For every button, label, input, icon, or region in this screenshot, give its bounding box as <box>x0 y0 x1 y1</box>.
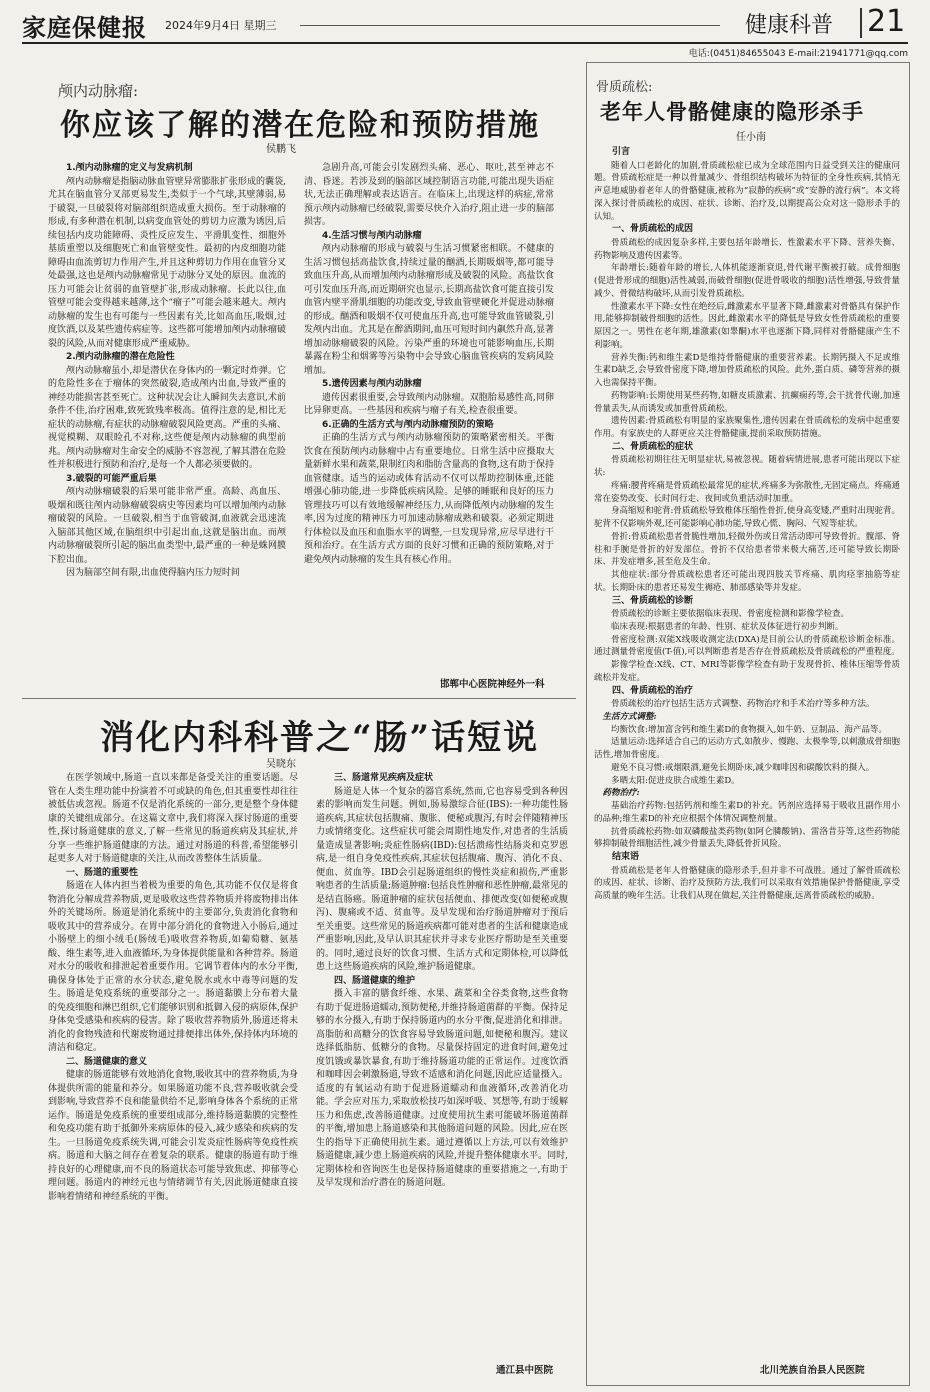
paragraph: 均衡饮食:增加富含钙和维生素D的食物摄入,如牛奶、豆制品、海产品等。 <box>611 724 887 735</box>
article1-signature: 邯郸中心医院神经外一科 <box>440 679 545 690</box>
article1-kicker: 颅内动脉瘤: <box>58 82 139 100</box>
header-line <box>22 42 908 44</box>
newspaper-name: 家庭保健报 <box>22 13 147 42</box>
paragraph: 性激素水平下降:女性在绝经后,雌激素水平显著下降,雌激素对骨骼具有保护作用,能够抑制破骨细胞的活性。因此,雌激素水平的降低是导致女性骨质疏松的重要原因之一。男性在老年期,雄激素(如睾酮)水平也逐渐下降,同样对骨骼健康产生不利影响。 <box>594 301 900 350</box>
section-heading: 2.颅内动脉瘤的潜在危险性 <box>66 352 175 362</box>
section-heading: 6.正确的生活方式与颅内动脉瘤预防的策略 <box>322 419 494 430</box>
paragraph: 因为脑部空间有限,出血使得脑内压力短时间 <box>66 568 240 578</box>
article2-column-2 <box>316 772 568 1360</box>
paragraph: 多晒太阳:促进皮肤合成维生素D。 <box>611 775 740 786</box>
paragraph: 肠道在人体内担当着极为重要的角色,其功能不仅仅是将食物消化分解成营养物质,更是吸收这些营养物质并将废物排出体外的关键场所。肠道是消化系统中的主要部分,负责消化食物和吸收其中的营养成分。在胃中部分消化的食物进入小肠后,通过小肠壁上的细小绒毛(肠绒毛)吸收营养物质,如葡萄糖、氨基酸、维生素等,进入血液循环,为身体提供能量和各种营养。肠道对水分的吸收和排泄起着重要作用。它调节着体内的水分平衡,确保身体处于正常的水分状态,避免脱水或水中毒等问题的发生。肠道是免疫系统的重要部分之一。肠道黏膜上分布着大量的免疫细胞和淋巴组织,它们能够识别和抵御入侵的病原体,保护身体免受感染和疾病的侵害。除了吸收营养物质外,肠道还将未消化的食物残渣和代谢废物通过排便排出体外,保持体内环境的清洁和稳定。 <box>48 881 298 1053</box>
paragraph: 基础治疗药物:包括钙剂和维生素D的补充。钙剂应选择易于吸收且副作用小的品种;维生素D的补充应根据个体情况调整剂量。 <box>594 801 900 824</box>
section-heading: 一、骨质疏松的成因 <box>612 224 694 235</box>
paragraph: 影像学检查:X线、CT、MRI等影像学检查有助于发现骨折、椎体压缩等骨质疏松并发症。 <box>594 660 900 683</box>
section-heading: 三、肠道常见疾病及症状 <box>334 773 434 783</box>
article2-column-1 <box>48 772 298 1384</box>
section-heading: 三、骨质疏松的诊断 <box>612 595 694 606</box>
article2-title: 消化内科科普之“肠”话短说 <box>100 718 540 758</box>
article3-title: 老年人骨骼健康的隐形杀手 <box>600 99 864 124</box>
article3-signature: 北川羌族自治县人民医院 <box>760 1365 865 1376</box>
article2-author: 吴晓东 <box>266 759 296 770</box>
article1-column-1 <box>48 162 286 702</box>
paragraph: 遗传因素:骨质疏松有明显的家族聚集性,遗传因素在骨质疏松的发病中起重要作用。有家族史的人群更应关注骨骼健康,提前采取预防措施。 <box>594 416 900 439</box>
section-heading: 一、肠道的重要性 <box>66 867 139 878</box>
article1-column-2 <box>304 162 554 674</box>
paragraph: 急剧升高,可能会引发剧烈头痛、恶心、呕吐,甚至神志不清、昏迷。若涉及到的脑部区域控制语言功能,可能出现失语症状,无法正确理解或表达语言。在临床上,出现这样的病症,常常预示颅内动脉瘤已经破裂,需要尽快介入治疗,阻止进一步的脑部损害。 <box>304 163 554 227</box>
paragraph: 健康的肠道能够有效地消化食物,吸收其中的营养物质,为身体提供所需的能量和养分。如果肠道功能不良,营养吸收就会受到影响,导致营养不良和能量供给不足,影响身体各个系统的正常运作。肠道是免疫系统的重要组成部分,维持肠道黏膜的完整性和免疫功能有助于抵御外来病原体的侵入,减少感染和疾病的发生。一旦肠道免疫系统失调,可能会引发炎症性肠病等免疫性疾病。肠道和大脑之间存在着复杂的联系。健康的肠道有助于维持良好的心理健康,而不良的肠道状态可能导致焦虑、抑郁等心理问题。肠道内的神经元也与情绪调节有关,因此肠道健康直接影响着情绪和神经系统的平衡。 <box>48 1070 298 1202</box>
section-heading: 5.遗传因素与颅内动脉瘤 <box>322 379 422 389</box>
paragraph: 骨质疏松是老年人骨骼健康的隐形杀手,但并非不可战胜。通过了解骨质疏松的成因、症状、诊断、治疗及预防方法,我们可以采取有效措施保护骨骼健康,享受高质量的晚年生活。让我们从现在做起,关注骨骼健康,远离骨质疏松的威胁。 <box>594 865 900 901</box>
article-divider <box>22 698 576 699</box>
section-heading: 四、骨质疏松的治疗 <box>612 685 694 696</box>
paragraph: 肠道是人体一个复杂的器官系统,然而,它也容易受到各种因素的影响而发生问题。例如,肠易激综合征(IBS):一种功能性肠道疾病,其症状包括腹痛、腹胀、便秘或腹泻,有时会伴随精神压力或情绪变化。这些症状可能会周期性地发作,对患者的生活质量造成显著影响;炎症性肠病(IBD):包括溃疡性结肠炎和克罗恩病,是一组自身免疫性疾病,其症状包括腹痛、腹泻、消化不良、便血、贫血等。IBD会引起肠道组织的慢性炎症和损伤,严重影响患者的生活质量;肠道肿瘤:包括良性肿瘤和恶性肿瘤,最常见的是结直肠癌。肠道肿瘤的症状包括便血、排便改变(如便秘或腹泻)、腹痛或不适、贫血等。及早发现和治疗肠道肿瘤对于预后至关重要。这些常见的肠道疾病都可能对患者的生活和健康造成严重影响,因此,及早认识其症状并寻求专业医疗帮助是至关重要的。同时,通过良好的饮食习惯、生活方式和定期体检,可以降低患上这些肠道疾病的风险,维护肠道健康。 <box>316 786 568 972</box>
sub-heading: 生活方式调整: <box>602 711 657 722</box>
article3-column <box>594 146 900 1354</box>
header-divider <box>860 8 862 38</box>
paragraph: 骨折:骨质疏松患者骨脆性增加,轻微外伤或日常活动即可导致骨折。髋部、脊柱和手腕是骨折的好发部位。骨折不仅给患者带来极大痛苦,还可能导致长期卧床、并发症增多,甚至危及生命。 <box>594 531 900 568</box>
header-rule <box>300 25 720 26</box>
paragraph: 骨质疏松初期往往无明显症状,易被忽视。随着病情进展,患者可能出现以下症状: <box>594 455 900 478</box>
paragraph: 遗传因素很重要,会导致颅内动脉瘤。双胞胎易感性高,同卵比异卵更高。一些基因和疾病与瘤子有关,检查很重要。 <box>304 392 554 416</box>
paragraph: 抗骨质疏松药物:如双磷酸盐类药物(如阿仑膦酸钠)、雷洛昔芬等,这些药物能够抑制破骨细胞活性,减少骨量丢失,降低骨折风险。 <box>594 826 900 850</box>
paragraph: 避免不良习惯:戒烟限酒,避免长期卧床,减少咖啡因和碳酸饮料的摄入。 <box>611 762 875 773</box>
paragraph: 颅内动脉瘤破裂的后果可能非常严重。高龄、高血压、吸烟和既往颅内动脉瘤破裂病史等因素均可以增加颅内动脉瘤破裂的风险。一旦破裂,相当于血管破洞,血液就会迅速流入脑部其他区域,在脑组织中引起出血,这就是脑出血。而颅内动脉瘤破裂所引起的脑出血类型中,最严重的一种是蛛网膜下腔出血。 <box>48 487 286 565</box>
paragraph: 摄入丰富的膳食纤维、水果、蔬菜和全谷类食物,这些食物有助于促进肠道蠕动,预防便秘,并维持肠道菌群的平衡。保持足够的水分摄入,有助于保持肠道内的水分平衡,促进消化和排泄。高脂肪和高糖分的饮食容易导致肠道问题,如便秘和腹泻。建议选择低脂肪、低糖分的食物。尽量保持固定的进食时间,避免过度饥饿或暴饮暴食,有助于维持肠道功能的正常运作。过度饮酒和咖啡因会刺激肠道,导致不适感和消化问题,因此应适量摄入。适度的有氧运动有助于促进肠道蠕动和血液循环,改善消化功能。学会应对压力,采取放松技巧如深呼吸、冥想等,有助于缓解压力和焦虑,改善肠道健康。过度使用抗生素可能破坏肠道菌群的平衡,增加患上肠道感染和其他肠道问题的风险。因此,应在医生的指导下正确使用抗生素。通过遵循以上方法,可以有效维护肠道健康,减少患上肠道疾病的风险,并提升整体健康水平。同时,定期体检和咨询医生也是保持肠道健康的重要措施之一,有助于及早发现和治疗潜在的肠道问题。 <box>316 989 568 1188</box>
section-heading: 4.生活习惯与颅内动脉瘤 <box>322 230 422 241</box>
section-heading: 结束语 <box>612 852 640 862</box>
paragraph: 颅内动脉瘤的形成与破裂与生活习惯紧密相联。不健康的生活习惯包括高盐饮食,持续过量的酗酒,长期吸烟等,都可能导致血压升高,从而增加颅内动脉瘤形成及破裂的风险。高盐饮食可引发血压升高,而近期研究也显示,长期高盐饮食可能直接引发血管内壁平滑肌细胞的功能改变,导致血管壁硬化并促进动脉瘤的形成。酗酒和吸烟不仅可使血压升高,也可能导致血管破裂,引发颅内出血。尤其是在醉酒期间,血压可短时间内飙然升高,显著增加动脉瘤破裂的风险。污染严重的环境也可能影响血压,长期暴露在粉尘和烟雾等污染物中会导致心脑血管疾病的发病风险增加。 <box>304 244 554 376</box>
paragraph: 骨质疏松的成因复杂多样,主要包括年龄增长、性激素水平下降、营养失衡、药物影响及遗传因素等。 <box>594 237 900 261</box>
section-heading: 四、肠道健康的维护 <box>334 975 416 986</box>
paragraph: 骨密度检测:双能X线吸收测定法(DXA)是目前公认的骨质疏松诊断金标准。通过测量骨密度值(T-值),可以判断患者是否存在骨质疏松及骨质疏松的严重程度。 <box>594 634 900 658</box>
section-heading: 1.颅内动脉瘤的定义与发病机制 <box>66 163 193 173</box>
sub-heading: 药物治疗: <box>602 788 640 799</box>
section-heading: 二、肠道健康的意义 <box>66 1056 148 1067</box>
paragraph: 临床表现:根据患者的年龄、性别、症状及体征进行初步判断。 <box>611 621 844 632</box>
section-heading: 二、骨质疏松的症状 <box>612 441 694 452</box>
paragraph: 颅内动脉瘤是指脑动脉血管壁异常膨胀扩张形成的囊袋,尤其在脑血管分叉部更易发生,类似于一个气球,其壁薄弱,易于破裂,一旦破裂将对脑部组织造成重大损伤。至于动脉瘤的形成,有多种潜在机制,以病变血管处的剪切力应激为诱因,后续包括内皮功能障碍、炎性反应发生、平滑肌变性、细胞外基质重塑以及细胞死亡和血管壁变性。最初的内皮细胞功能障碍由血流剪切力作用产生,并且这种剪切力作用在血管分叉处最强,这也是颅内动脉瘤常见于动脉分叉处的原因。血流的压力可能会让贫弱的血管壁扩张,形成动脉瘤。长此以往,血管壁可能会变得越来越薄,这个“瘤子”可能会越来越大。颅内动脉瘤的发生也有可能与一些因素有关,比如高血压,吸烟,过度饮酒,以及某些遗传病症等。这些都可能增加颅内动脉瘤破裂的风险,从而对健康形成严重威胁。 <box>48 176 286 349</box>
article2-signature: 通江县中医院 <box>496 1365 554 1376</box>
page-number: 21 <box>867 4 906 39</box>
paragraph: 适量运动:选择适合自己的运动方式,如散步、慢跑、太极拳等,以刺激成骨细胞活性,增加骨密度。 <box>594 737 900 760</box>
article1-title: 你应该了解的潜在危险和预防措施 <box>60 108 540 143</box>
paragraph: 骨质疏松的诊断主要依据临床表现、骨密度检测和影像学检查。 <box>611 609 850 619</box>
issue-date: 2024年9月4日 星期三 <box>165 19 277 32</box>
paragraph: 颅内动脉瘤虽小,却是潜伏在身体内的一颗定时炸弹。它的危险性多在于瘤体的突然破裂,造成颅内出血,导致严重的神经功能损害甚至死亡。这种状况会让人瞬间失去意识,术前条件不佳,治疗困难,致死致残率极高。值得注意的是,相比无症状的动脉瘤,有症状的动脉瘤破裂风险更高。严重的头痛、视觉模糊、双眼睑孔不对称,这些便是颅内动脉瘤的典型前兆。颅内动脉瘤对生命安全的威胁不容忽视,了解其潜在危险性并积极进行预防和治疗,是每一个人都必须要做的。 <box>48 365 286 470</box>
section-heading: 3.破裂的可能严重后果 <box>66 473 157 484</box>
paragraph: 骨质疏松的治疗包括生活方式调整、药物治疗和手术治疗等多种方法。 <box>611 699 875 709</box>
paragraph: 在医学领域中,肠道一直以来都是备受关注的重要话题。尽管在人类生理功能中扮演着不可或缺的角色,但其重要性却往往被低估或忽视。肠道不仅是消化系统的一部分,更是整个身体健康的关键组成部分。在这篇文章中,我们将深入探讨肠道的重要性,探讨肠道健康的意义,了解一些常见的肠道疾病及其症状,并分享一些维护肠道健康的方法。通过对肠道的科普,希望能够引起更多人对于肠道健康的关注,从而改善整体生活质量。 <box>48 773 298 864</box>
paragraph: 随着人口老龄化的加剧,骨质疏松症已成为全球范围内日益受到关注的健康问题。骨质疏松症是一种以骨量减少、骨组织结构破坏为特征的全身性疾病,其悄无声息地威胁着老年人的骨骼健康,被称为“寂静的疾病”或“安静的流行病”。本文将深入探讨骨质疏松的成因、症状、诊断、治疗及,以期提高公众对这一隐形杀手的认知。 <box>594 160 900 222</box>
section-name: 健康科普 <box>745 13 834 38</box>
article3-author: 任小南 <box>736 132 766 143</box>
paragraph: 疼痛:腰背疼痛是骨质疏松最常见的症状,疼痛多为弥散性,无固定痛点。疼痛通常在姿势改变、长时间行走、夜间或负重活动时加重。 <box>594 480 900 504</box>
article3-kicker: 骨质疏松: <box>596 80 653 95</box>
article1-author: 侯鹏飞 <box>266 144 296 155</box>
paragraph: 身高缩短和驼背:骨质疏松导致椎体压缩性骨折,使身高变矮,严重时出现驼背。驼背不仅影响外观,还可能影响心肺功能,导致心慌、胸闷、气短等症状。 <box>594 506 900 529</box>
paragraph: 其他症状:部分骨质疏松患者还可能出现四肢关节疼痛、肌肉痉挛抽筋等症状。长期卧床的患者还易发生褥疮、肺部感染等并发症。 <box>594 570 900 593</box>
paragraph: 营养失衡:钙和维生素D是维持骨骼健康的重要营养素。长期钙摄入不足或维生素D缺乏,会导致骨密度下降,增加骨质疏松的风险。此外,蛋白质、磷等营养的摄入也需保持平衡。 <box>594 352 900 388</box>
section-heading: 引言 <box>612 147 631 157</box>
paragraph: 年龄增长:随着年龄的增长,人体机能逐渐衰退,骨代谢平衡被打破。成骨细胞(促进骨形成的细胞)活性减弱,而破骨细胞(促进骨吸收的细胞)活性增强,导致骨量减少、骨微结构破坏,从而引发骨质疏松。 <box>594 263 900 299</box>
paragraph: 正确的生活方式与颅内动脉瘤预防的策略紧密相关。平衡饮食在预防颅内动脉瘤中占有重要地位。日常生活中应摄取大量新鲜水果和蔬菜,限制红肉和脂肪含量高的食物,这有助于保持血管健康。适当的运动或体育活动不仅可以帮助控制体重,还能增强心肺功能,进一步降低疾病风险。足够的睡眠和良好的压力管理技巧可以有效地缓解神经压力,从而降低颅内动脉瘤的发生率,因为过度的精神压力可加速动脉瘤成熟和破裂。必须定期进行体检以及血压和血脂水平的调整,一旦发现异常,应尽早进行干预和治疗。在生活方式方面的良好习惯和正确的预防策略,对于避免颅内动脉瘤的发生具有核心作用。 <box>304 433 554 565</box>
paragraph: 药物影响:长期使用某些药物,如糖皮质激素、抗癫痫药等,会干扰骨代谢,加速骨量丢失,从而诱发或加重骨质疏松。 <box>594 390 900 414</box>
contact-info: 电话:(0451)84655043 E-mail:21941771@qq.com <box>688 49 908 59</box>
